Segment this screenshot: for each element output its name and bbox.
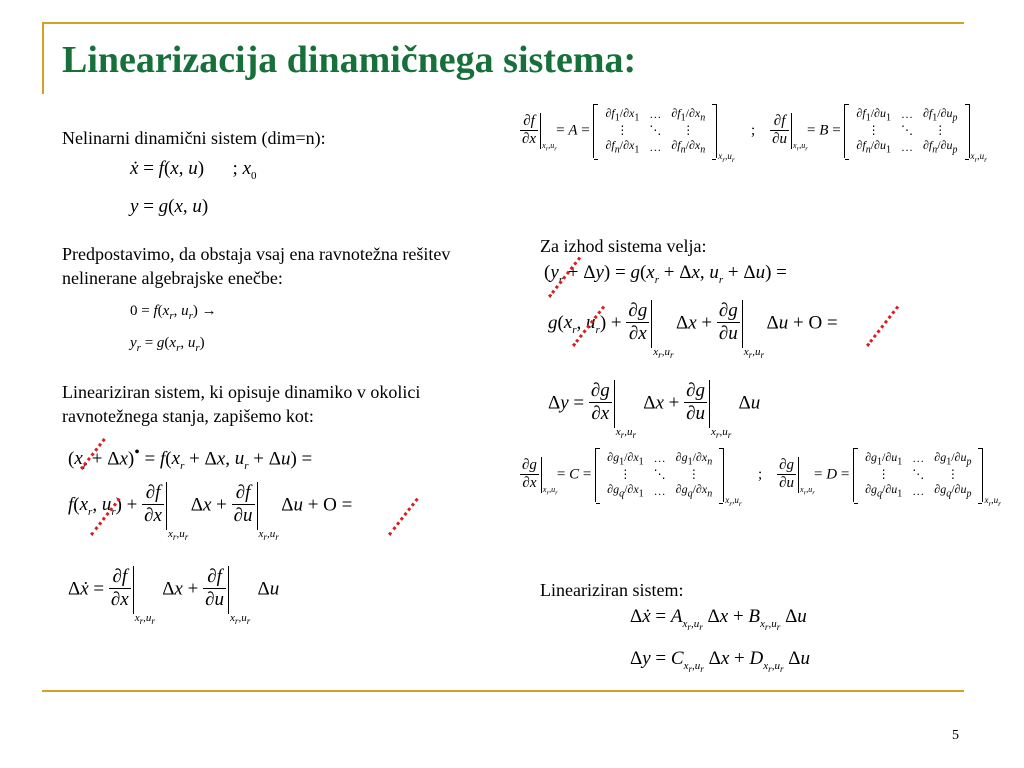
cross-mark bbox=[388, 498, 419, 536]
equation-state: ẋ = f(x, u) ; $x_0$ bbox=[130, 158, 257, 182]
text-linearized-intro: Lineariziran sistem, ki opisuje dinamiko v okolici ravnotežnega stanja, zapišemo kot: bbox=[62, 382, 421, 426]
top-rule bbox=[42, 22, 964, 24]
equation-linearized-state: Δẋ = $\frac{\partial f}{\partial x}$ $x_r,u_r$ Δx + $\frac{\partial f}{\partial u}$ $x_r,u_r$ Δu bbox=[68, 566, 280, 626]
equation-expansion: $(x_r + \Delta x)^• = f(x_r + \Delta x$, $u_r + \Delta u$) = bbox=[68, 444, 313, 473]
text-nonlinear-system: Nelinarni dinamični sistem (dim=n): bbox=[62, 128, 326, 148]
equation-equilibrium-output: $y_r = g(x_r$, $u_r$) bbox=[130, 335, 205, 354]
slide-title: Linearizacija dinamičnega sistema: bbox=[62, 39, 637, 81]
jacobian-A-B: $\frac{\partial f}{\partial x}$ $x_r,u_r$ = A = $\partial f_1/\partial x_1$ … $\partial f_1/\partial x_n$ ⋮ ⋱ ⋮ $\partial f_n/\partial x_1$ … $\partial f_n/\partial x_n$ $x_r,u_r$ ; $\frac{\partial f}{\partial u}$ $x_r,u_r$ = B = $\partial f_1/\partial u_1$ … $\partial f_1/\partial u_p$ ⋮ ⋱ ⋮ $\partial f_n/\partial u_1$ … $\partial f_n/\partial u_p$ $x_r,u_r$ bbox=[522, 106, 988, 164]
equation-output-expansion: $(y_r + \Delta y) = g(x_r + \Delta x$, $u_r + \Delta u$) = bbox=[544, 262, 787, 286]
equation-output-taylor: $g(x_r$, $u_r$) + $\frac{\partial g}{\partial x}$ $x_r,u_r$ Δx + $\frac{\partial g}{\partial u}$ $x_r,u_r$ Δu + O = bbox=[548, 300, 838, 360]
page-number: 5 bbox=[952, 728, 959, 743]
equation-equilibrium: $0 = f(x_r$, $u_r$) → bbox=[130, 303, 217, 322]
bottom-rule bbox=[42, 690, 964, 692]
equation-taylor: $f(x_r$, $u_r$) + $\frac{\partial f}{\partial x}$ $x_r,u_r$ Δx + $\frac{\partial f}{\partial u}$ $x_r,u_r$ Δu + O = bbox=[68, 482, 353, 542]
text-assumption: Predpostavimo, da obstaja vsaj ena ravnotežna rešitev nelinerane algebrajske enečbe: bbox=[62, 244, 451, 288]
cross-mark bbox=[866, 306, 899, 347]
equation-final-state: Δẋ = $A_{x_r,u_r}$ $\Delta x + B_{x_r,u_r}$ Δu bbox=[630, 606, 807, 632]
equation-final-output: $\Delta y = C_{x_r,u_r}$ $\Delta x + D_{x_r,u_r}$ Δu bbox=[630, 648, 810, 674]
text-output-system: Za izhod sistema velja: bbox=[540, 236, 707, 256]
equation-output: y = g(x, u) bbox=[130, 196, 209, 217]
jacobian-C-D: $\frac{\partial g}{\partial x}$ $x_r,u_r$ = C = $\partial g_1/\partial x_1$ … $\partial g_1/\partial x_n$ ⋮ ⋱ ⋮ $\partial g_q/\partial x_1$ … $\partial g_q/\partial x_n$ $x_r,u_r$ ; $\frac{\partial g}{\partial u}$ $x_r,u_r$ = D = $\partial g_1/\partial u_1$ … $\partial g_1/\partial u_p$ ⋮ ⋱ ⋮ $\partial g_q/\partial u_1$ … $\partial g_q/\partial u_p$ $x_r,u_r$ bbox=[522, 450, 1002, 508]
text-linearized-system: Lineariziran sistem: bbox=[540, 580, 684, 600]
equation-linearized-output: Δy = $\frac{\partial g}{\partial x}$ $x_r,u_r$ Δx + $\frac{\partial g}{\partial u}$ $x_r,u_r$ Δu bbox=[548, 380, 761, 440]
left-rule bbox=[42, 22, 44, 94]
